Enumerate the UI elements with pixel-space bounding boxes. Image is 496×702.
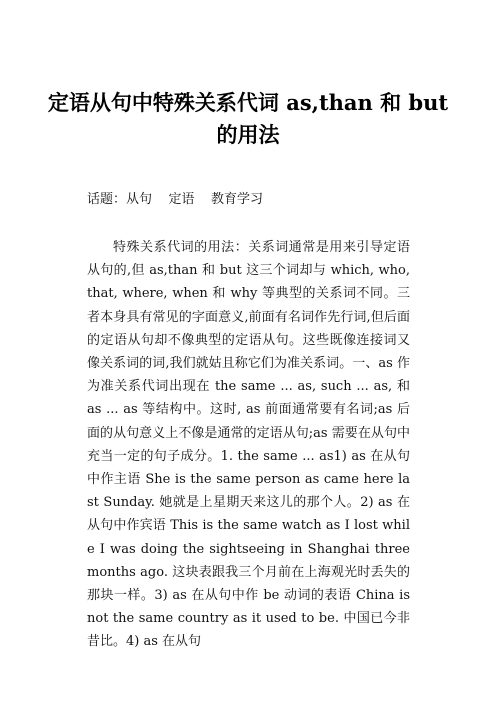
document-title: 定语从句中特殊关系代词 as,than 和 but 的用法 [47, 90, 449, 147]
body-paragraph: 特殊关系代词的用法：关系词通常是用来引导定语从句的,但 as,than 和 but 这三个词却与 which, who, that, where, when 和 why 等典型的关系词不同。三者本身具有常见的字面意义,前面有名词作先行词,但后面的定语从句却不像典型的定语从句。这些既像连接词又像关系词的词,我们就姑且称它们为准关系词。一、as 作为准关系代词出现在 the same ... as, such ... as, 和 as ... as 等结构中。这时, as 前面通常要有名词;as 后面的从句意义上不像是通常的定语从句;as 需要在从句中充当一定的句子成分。1. the same ... as1) as 在从句中作主语 She is the same person as came here last Sunday. 她就是上星期天来这儿的那个人。2) as 在从句中作宾语 This is the same watch as I lost while I was doing the sightseeing in Shanghai three months ago. 这块表跟我三个月前在上海观光时丢失的那块一样。3) as 在从句中作 be 动词的表语 China is not the same country as it used to be. 中国已今非昔比。4) as 在从句 [87, 240, 410, 650]
topic-tags: 话题：从句 定语 教育学习 [87, 192, 264, 207]
